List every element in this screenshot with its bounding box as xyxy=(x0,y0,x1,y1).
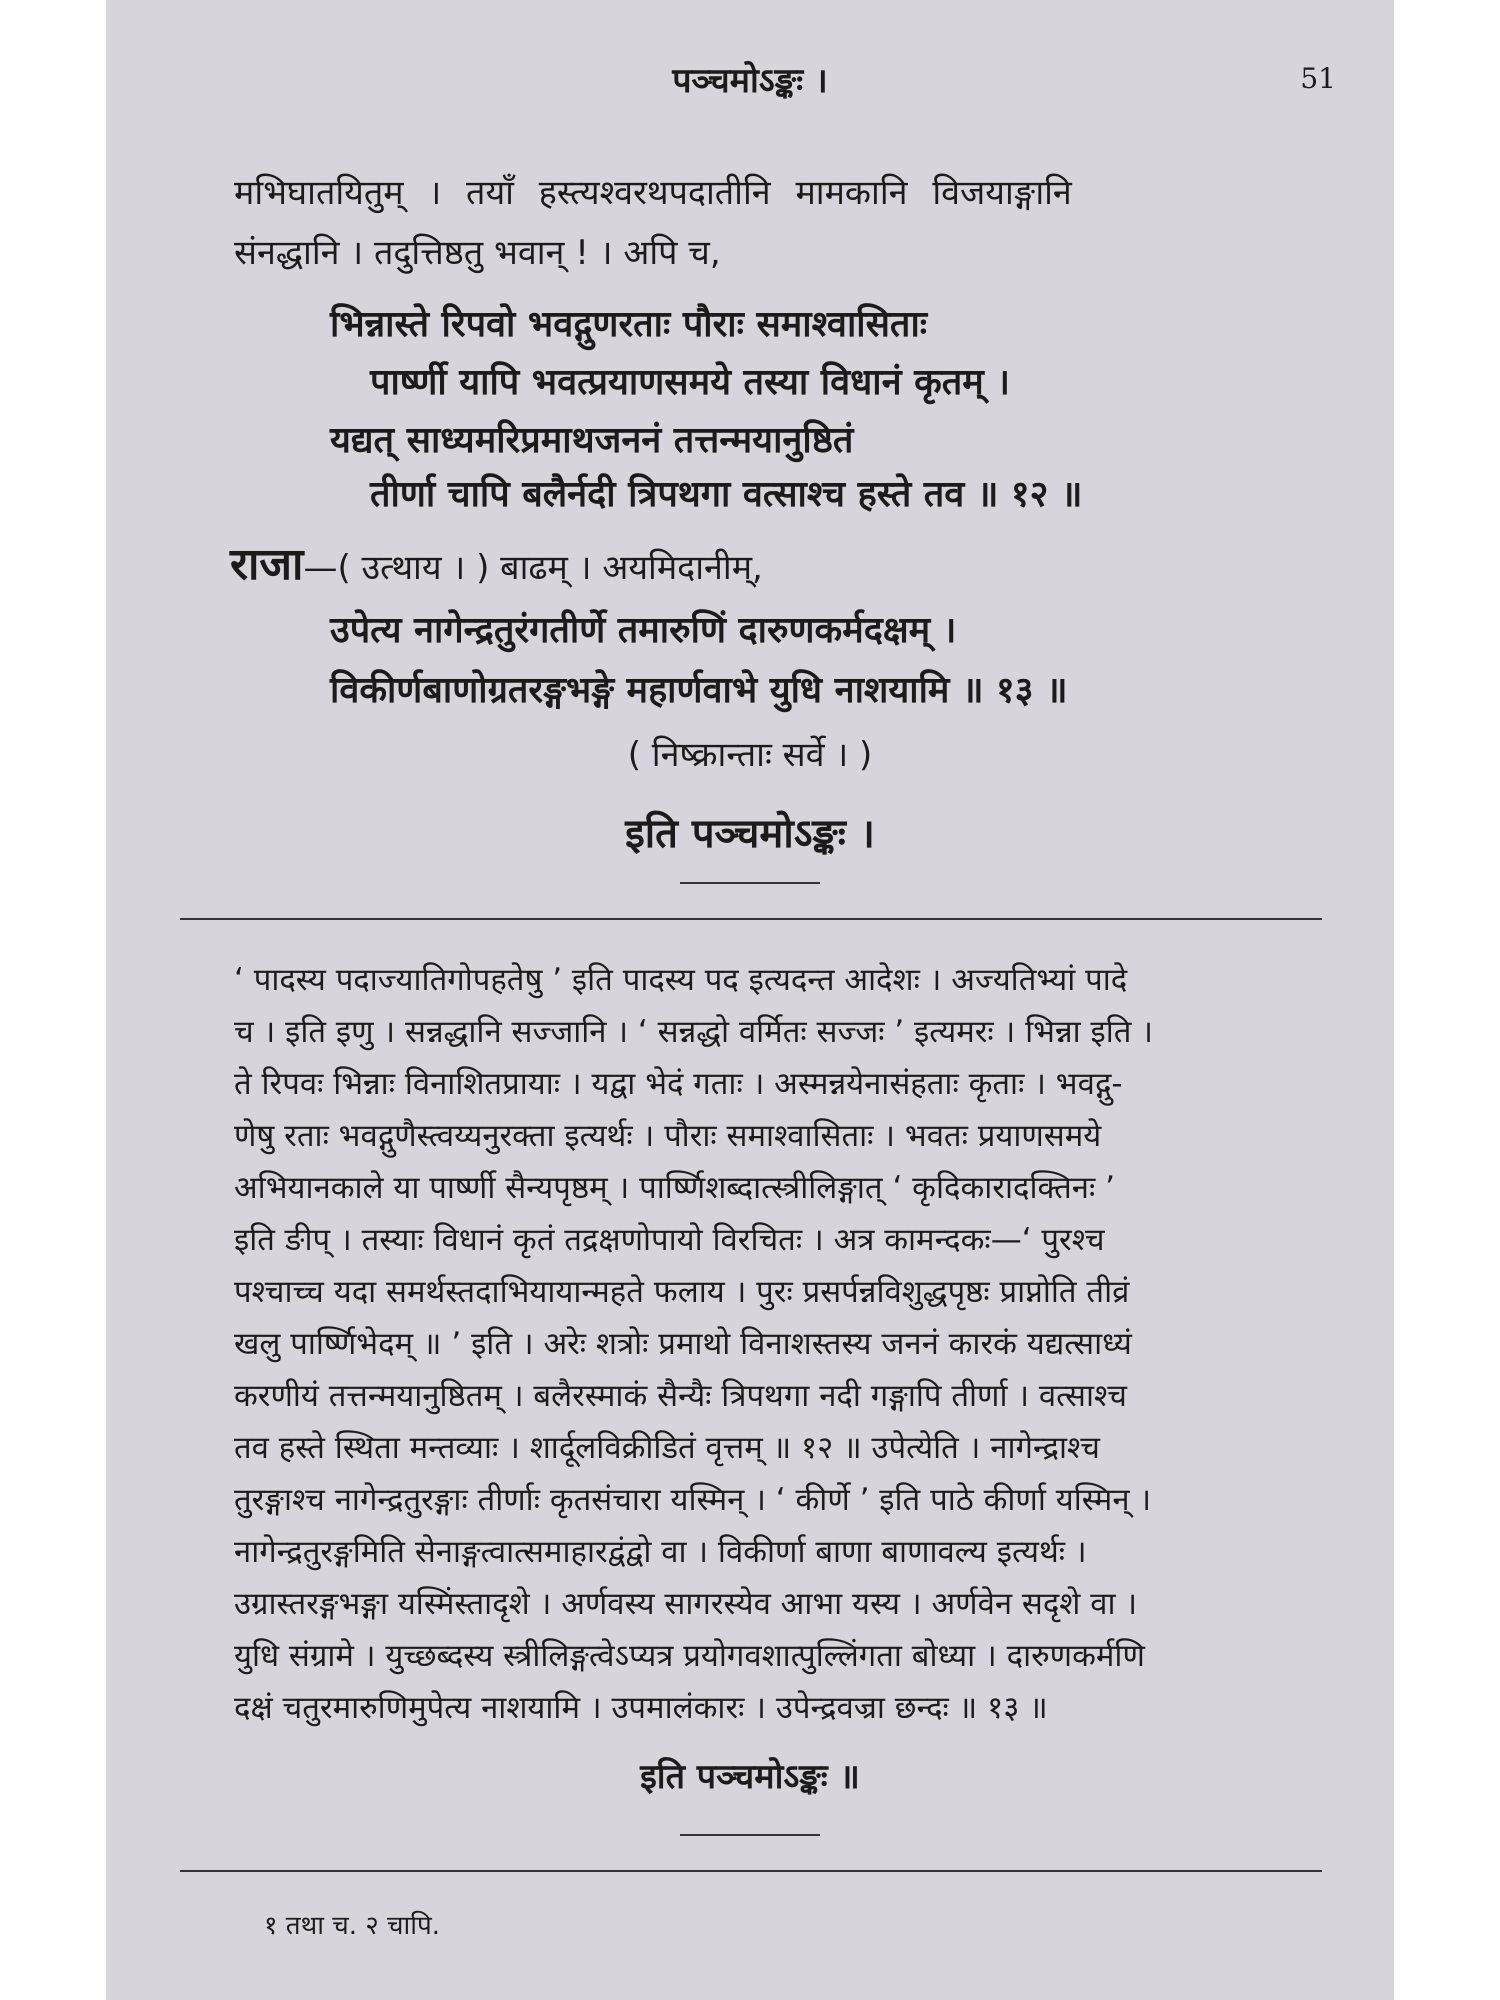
stage-direction: ( निष्क्रान्ताः सर्वे । ) xyxy=(627,735,873,775)
prose-line: संनद्धानि । तदुत्तिष्ठतु भवान् ! । अपि च, xyxy=(234,233,721,273)
commentary-line: खलु पार्ष्णिभेदम् ॥ ’ इति । अरेः शत्रोः प्रमाथो विनाशस्तस्य जननं कारकं यद्यत्साध्यं xyxy=(234,1326,1132,1362)
commentary-line: उग्रास्तरङ्गभङ्गा यस्मिंस्तादृशे । अर्णवस्य सागरस्येव आभा यस्य । अर्णवेन सदृशे वा । xyxy=(234,1586,1138,1622)
commentary-line: इति ङीप् । तस्याः विधानं कृतं तद्रक्षणोपायो विरचितः । अत्र कामन्दकः—‘ पुरश्च xyxy=(234,1222,1105,1258)
commentary-line: च । इति इणु । सन्नद्धानि सज्जानि । ‘ सन्नद्धो वर्मितः सज्जः ’ इत्यमरः । भिन्ना इति । xyxy=(234,1014,1154,1050)
verse-line: उपेत्य नागेन्द्रतुरंगतीर्णे तमारुणिं दारुणकर्मदक्षम् । xyxy=(330,610,957,651)
short-divider xyxy=(680,1834,820,1836)
verse-line: भिन्नास्ते रिपवो भवद्गुणरताः पौराः समाश्वासिताः xyxy=(330,304,928,345)
running-header: पञ्चमोऽङ्कः । xyxy=(672,61,828,101)
verse-line: विकीर्णबाणोग्रतरङ्गभङ्गे महार्णवाभे युधि नाशयामि ॥ १३ ॥ xyxy=(330,670,1068,711)
commentary-line: दक्षं चतुरमारुणिमुपेत्य नाशयामि । उपमालंकारः । उपेन्द्रवज्रा छन्दः ॥ १३ ॥ xyxy=(234,1690,1048,1726)
page-number: 51 xyxy=(1300,62,1336,95)
commentary-line: ते रिपवः भिन्नाः विनाशितप्रायाः । यद्वा भेदं गताः । अस्मन्नयेनासंहताः कृताः । भवद्गु- xyxy=(234,1066,1123,1102)
commentary-divider xyxy=(180,918,1322,920)
verse-line: तीर्णा चापि बलैर्नदी त्रिपथगा वत्साश्च हस्ते तव ॥ १२ ॥ xyxy=(370,474,1083,515)
commentary-line: युधि संग्रामे । युच्छब्दस्य स्त्रीलिङ्गत्वेऽप्यत्र प्रयोगवशात्पुल्लिंगता बोध्या । दारुणकर्मणि xyxy=(234,1638,1145,1674)
commentary-line: करणीयं तत्तन्मयानुष्ठितम् । बलैरस्माकं सैन्यैः त्रिपथगा नदी गङ्गापि तीर्णा । वत्साश्च xyxy=(234,1378,1127,1414)
speaker-name: राजा xyxy=(230,539,304,590)
prose-line: मभिघातयितुम् । तयाँ हस्त्यश्वरथपदातीनि मामकानि विजयाङ्गानि xyxy=(234,173,1072,213)
footnote-divider xyxy=(180,1870,1322,1872)
book-page xyxy=(106,0,1394,2000)
commentary-line: ‘ पादस्य पदाज्यातिगोपहतेषु ’ इति पादस्य पद इत्यदन्त आदेशः । अज्यतिभ्यां पादे xyxy=(234,962,1128,998)
verse-line: पार्ष्णी यापि भवत्प्रयाणसमये तस्या विधानं कृतम् । xyxy=(370,362,1010,403)
verse-line: यद्यत् साध्यमरिप्रमाथजननं तत्तन्मयानुष्ठितं xyxy=(330,420,854,461)
speaker-direction: —( उत्थाय । ) बाढम् । अयमिदानीम्, xyxy=(303,548,763,588)
act-end-heading: इति पञ्चमोऽङ्कः । xyxy=(625,811,875,857)
commentary-act-end: इति पञ्चमोऽङ्कः ॥ xyxy=(640,1757,860,1797)
footnote: १ तथा च. २ चापि. xyxy=(264,1911,441,1941)
commentary-line: अभियानकाले या पार्ष्णी सैन्यपृष्ठम् । पार्ष्णिशब्दात्स्त्रीलिङ्गात् ‘ कृदिकारादक्तिनः ’ xyxy=(234,1170,1115,1206)
speaker-line xyxy=(230,532,1430,592)
commentary-line: णेषु रताः भवद्गुणैस्त्वय्यनुरक्ता इत्यर्थः । पौराः समाश्वासिताः । भवतः प्रयाणसमये xyxy=(234,1118,1102,1154)
commentary-line: पश्चाच्च यदा समर्थस्तदाभियायान्महते फलाय । पुरः प्रसर्पन्नविशुद्धपृष्ठः प्राप्नोति तीव्रं xyxy=(234,1274,1130,1310)
commentary-line: नागेन्द्रतुरङ्गमिति सेनाङ्गत्वात्समाहारद्वंद्वो वा । विकीर्णा बाणा बाणावल्य इत्यर्थः । xyxy=(234,1534,1087,1570)
commentary-line: तुरङ्गाश्च नागेन्द्रतुरङ्गाः तीर्णाः कृतसंचारा यस्मिन् । ‘ कीर्णे ’ इति पाठे कीर्णा यस्मिन् । xyxy=(234,1482,1152,1518)
short-divider xyxy=(680,882,820,884)
commentary-line: तव हस्ते स्थिता मन्तव्याः । शार्दूलविक्रीडितं वृत्तम् ॥ १२ ॥ उपेत्येति । नागेन्द्राश्च xyxy=(234,1430,1100,1466)
